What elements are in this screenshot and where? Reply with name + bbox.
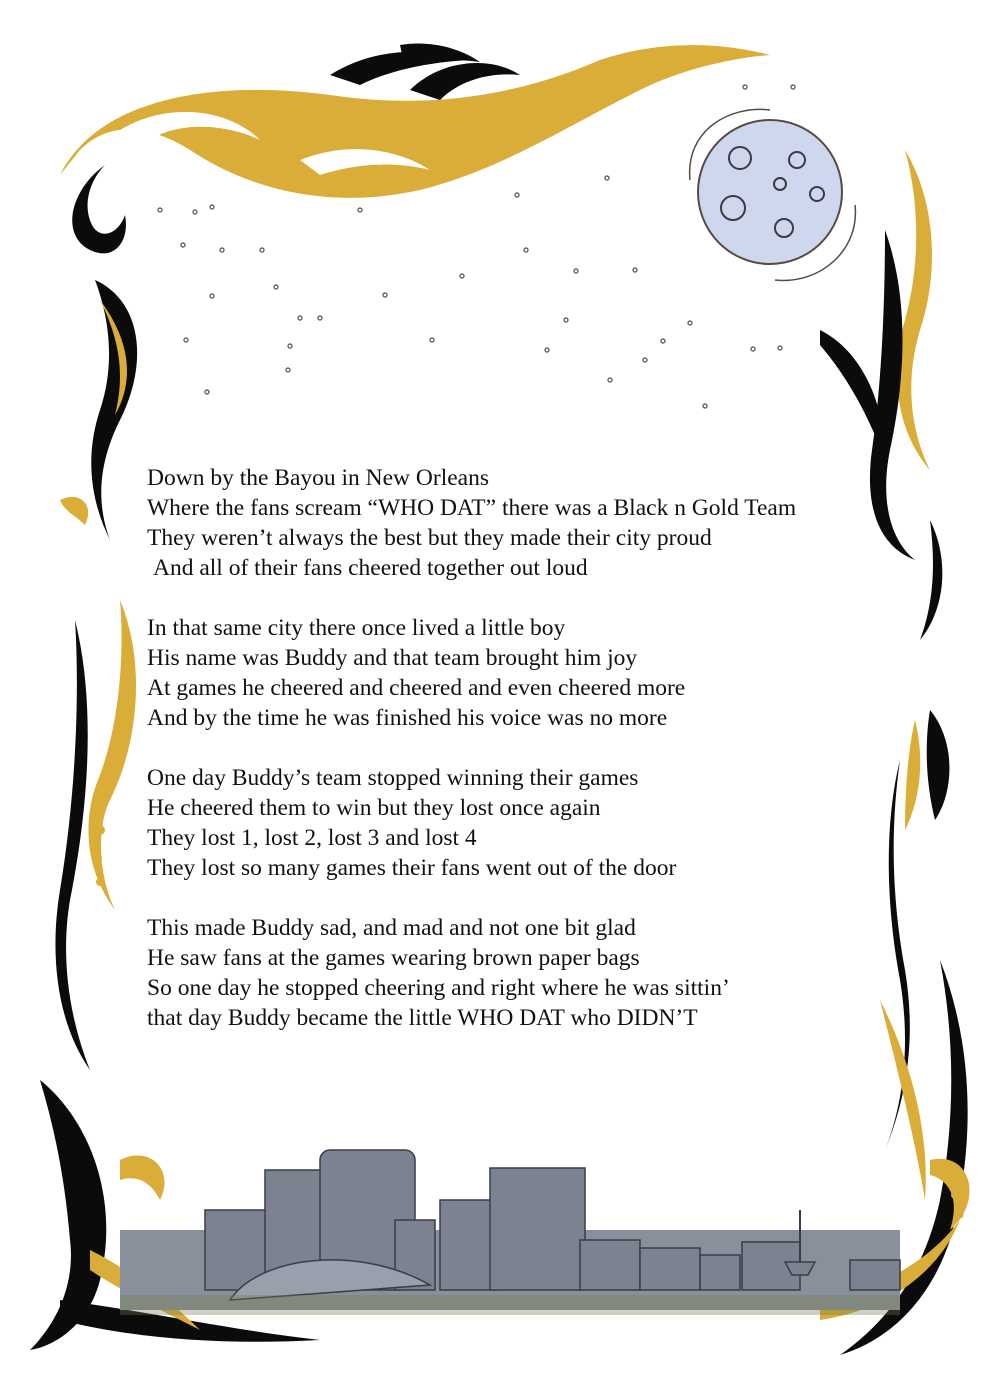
poem-line: He saw fans at the games wearing brown paper bags: [147, 945, 640, 971]
poem-line: One day Buddy’s team stopped winning their games: [147, 765, 639, 791]
poem-line: Where the fans scream “WHO DAT” there was a Black n Gold Team: [147, 495, 797, 521]
poem-line: At games he cheered and cheered and even cheered more: [147, 675, 686, 701]
poem-line: His name was Buddy and that team brought him joy: [147, 645, 638, 671]
poem-line: that day Buddy became the little WHO DAT who DIDN’T: [147, 1005, 698, 1031]
poem-line: In that same city there once lived a little boy: [147, 615, 566, 641]
moon-icon: [690, 109, 856, 280]
stanza-4: [147, 913, 907, 1033]
poem-line: This made Buddy sad, and mad and not one bit glad: [147, 915, 636, 941]
poem-line: And by the time he was finished his voice was no more: [147, 705, 668, 731]
poem-line: They weren’t always the best but they made their city proud: [147, 525, 712, 551]
city-skyline-icon: [120, 1150, 900, 1315]
poem: [147, 463, 907, 1063]
stanza-2: [147, 613, 907, 733]
poem-line: So one day he stopped cheering and right where he was sittin’: [147, 975, 730, 1001]
poem-line: They lost so many games their fans went out of the door: [147, 855, 677, 881]
stanza-1: [147, 463, 907, 583]
stanza-3: [147, 763, 907, 883]
poem-line: He cheered them to win but they lost once again: [147, 795, 601, 821]
poem-line: And all of their fans cheered together out loud: [153, 555, 588, 581]
poem-line: Down by the Bayou in New Orleans: [147, 465, 489, 491]
poem-line: They lost 1, lost 2, lost 3 and lost 4: [147, 825, 477, 851]
